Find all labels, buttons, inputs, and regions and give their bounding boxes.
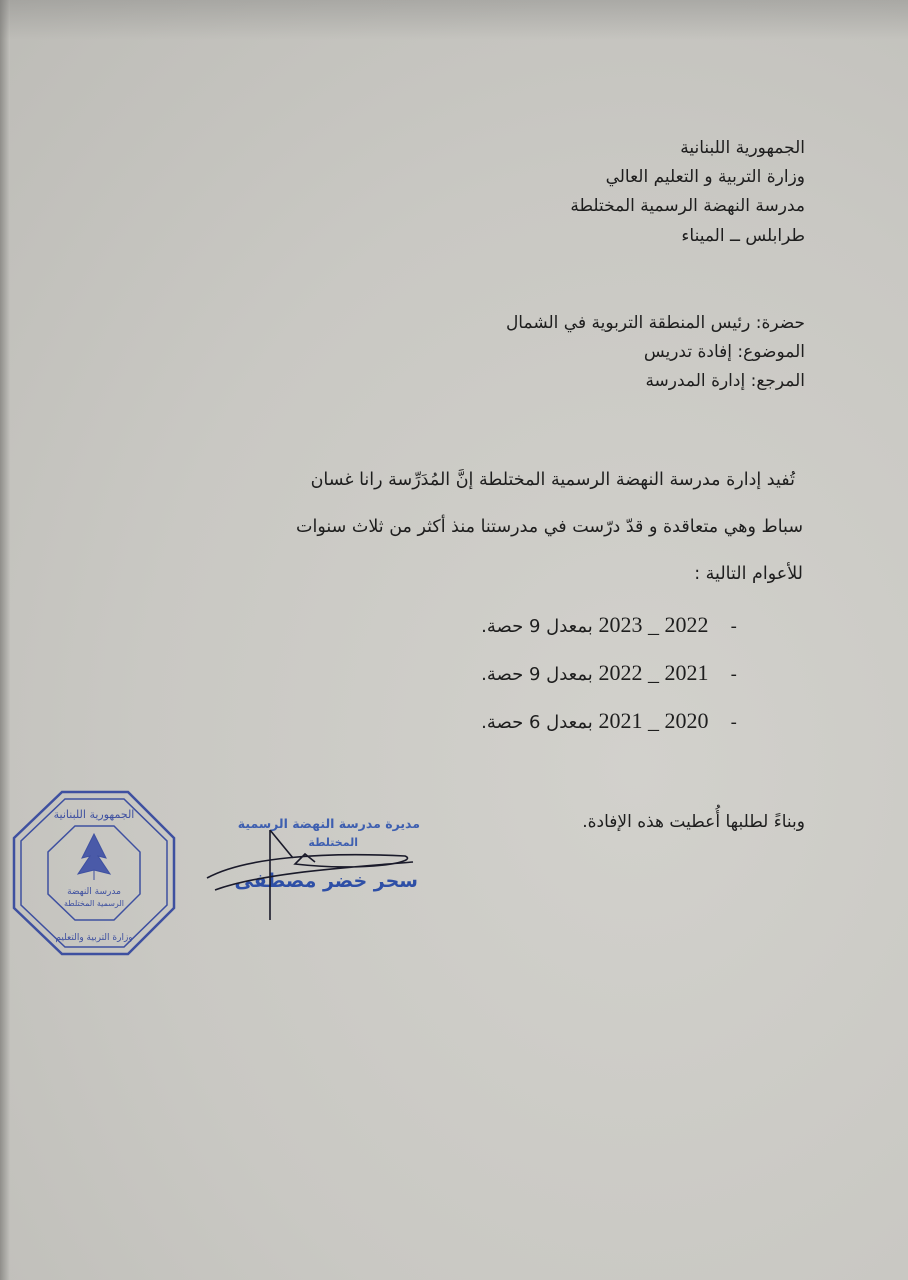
svg-text:الجمهورية اللبنانية: الجمهورية اللبنانية [53,808,135,821]
top-shadow [0,0,908,40]
year-item: -2020 _ 2021 بمعدل 6 حصة. [481,708,737,733]
body-line-2: سباط وهي متعاقدة و قدّ درّست في مدرستنا منذ أكثر من ثلاث سنوات [295,517,803,537]
signature-block [205,812,420,922]
body-line-1: تُفيد إدارة مدرسة النهضة الرسمية المختلطة إنَّ المُدَرِّسة رانا غسان [310,470,795,490]
signature-title-2: المختلطة [308,836,358,849]
year-rate: بمعدل 9 حصة. [481,616,593,637]
year-range: 2020 _ 2021 [598,708,709,733]
year-item: -2021 _ 2022 بمعدل 9 حصة. [481,660,737,685]
subject: الموضوع: إفادة تدريس [643,342,805,362]
body-line-3: للأعوام التالية : [694,564,803,584]
svg-text:وزارة التربية والتعليم: وزارة التربية والتعليم [55,933,133,943]
school-stamp-icon [10,788,178,958]
svg-text:مدرسة النهضة: مدرسة النهضة [67,887,121,897]
year-rate: بمعدل 9 حصة. [481,664,593,685]
header-school: مدرسة النهضة الرسمية المختلطة [570,196,805,216]
header-location: طرابلس ــ الميناء [681,226,805,246]
closing-line: وبناءً لطلبها أُعطيت هذه الإفادة. [582,812,805,832]
signature-name: سحر خضر مصطفى [234,870,418,892]
reference: المرجع: إدارة المدرسة [645,371,805,391]
header-republic: الجمهورية اللبنانية [680,138,805,158]
svg-text:الرسمية المختلطة: الرسمية المختلطة [63,899,125,908]
signature-title: مديرة مدرسة النهضة الرسمية [237,816,420,831]
header-ministry: وزارة التربية و التعليم العالي [605,167,805,187]
year-rate: بمعدل 6 حصة. [481,712,593,733]
year-range: 2021 _ 2022 [598,660,709,685]
addressee: حضرة: رئيس المنطقة التربوية في الشمال [505,313,805,333]
year-range: 2022 _ 2023 [598,612,709,637]
year-item: -2022 _ 2023 بمعدل 9 حصة. [481,612,737,637]
handwritten-signature-icon [205,812,420,922]
paper-edge-shadow [0,0,10,1280]
